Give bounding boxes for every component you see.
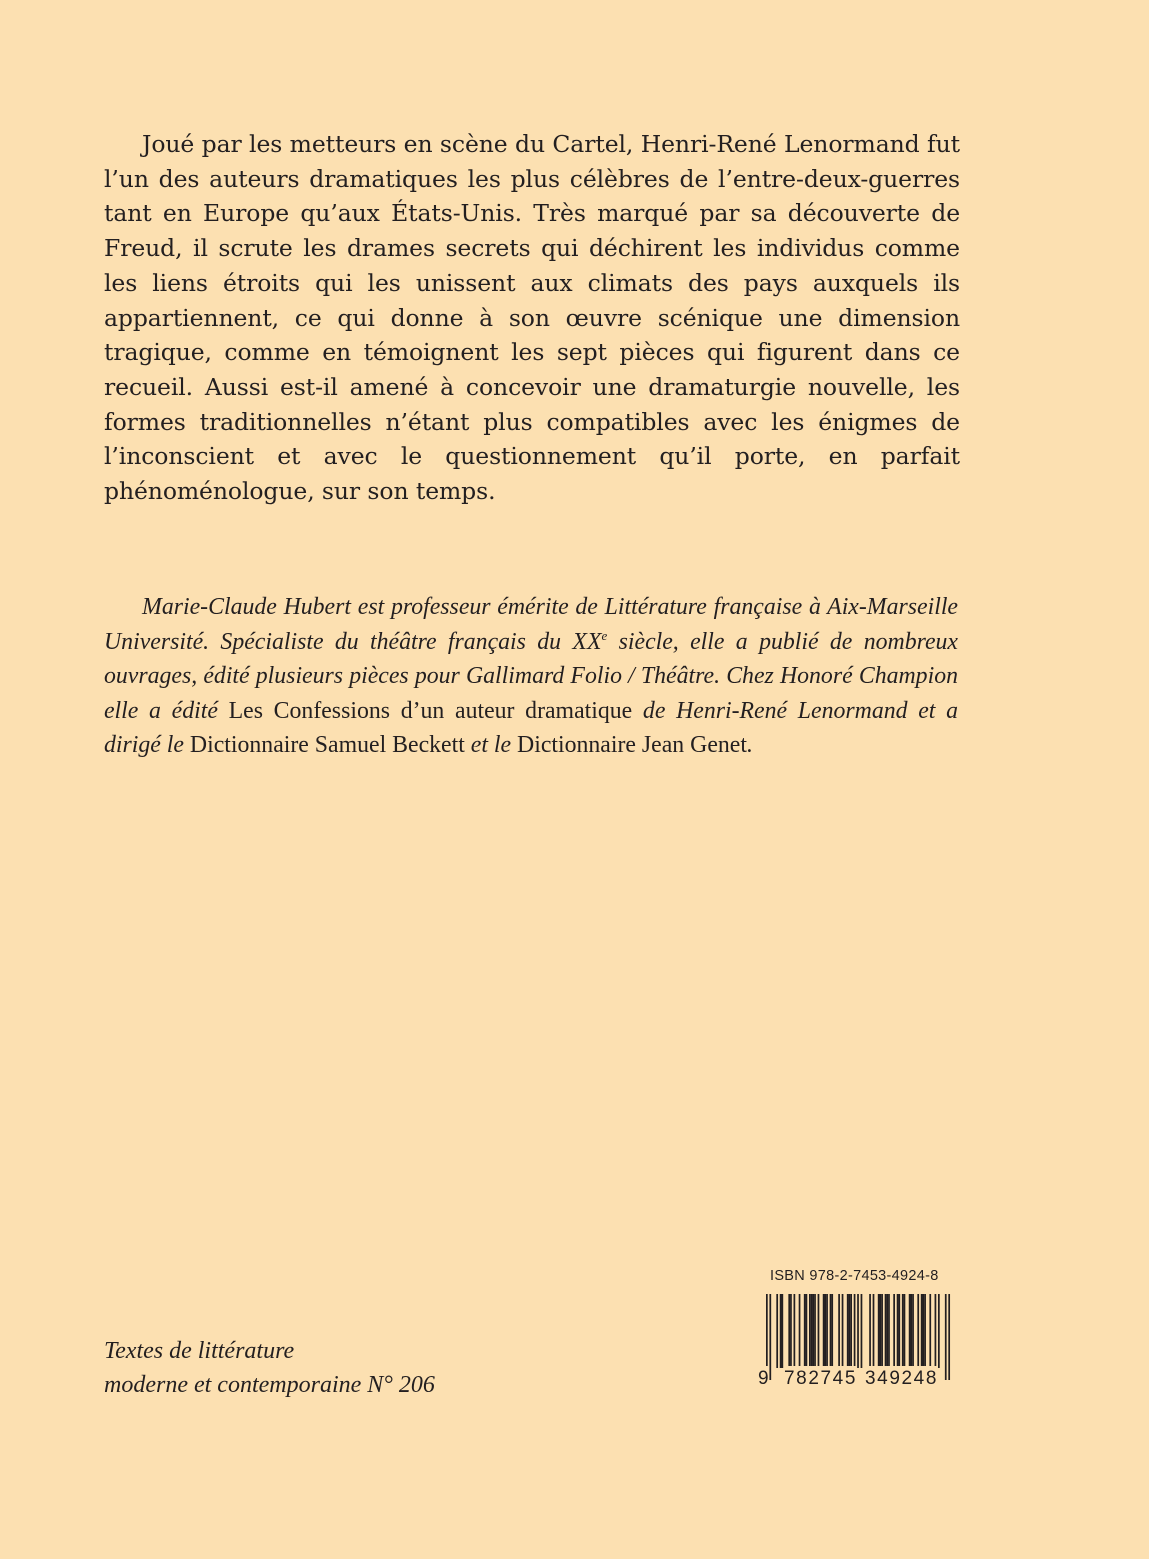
bio-text-2: siècle, elle a publié de nombreux ouvrages, édité plusieurs pièces pour Gallimard Folio / Théâtre. Chez Honoré Champion elle a édité: [104, 628, 958, 724]
barcode-bar: [781, 1294, 783, 1368]
author-bio-paragraph: [104, 590, 958, 763]
barcode-bar: [921, 1294, 923, 1368]
barcode-bar: [880, 1294, 882, 1368]
barcode-bar: [788, 1294, 790, 1368]
bio-title-beckett: Dictionnaire Samuel Beckett: [189, 732, 465, 759]
barcode-bar: [938, 1294, 940, 1368]
barcode-bar: [885, 1294, 887, 1368]
barcode-digits-right: 349248: [865, 1366, 938, 1392]
barcode-bar: [935, 1294, 937, 1368]
barcode-bar: [881, 1294, 883, 1368]
bio-title-genet: Dictionnaire Jean Genet: [517, 732, 747, 759]
barcode-bar: [854, 1294, 856, 1368]
barcode-bar: [861, 1294, 863, 1368]
barcode-bar: [929, 1294, 931, 1368]
barcode-bar: [769, 1294, 771, 1380]
isbn-label: ISBN 978-2-7453-4924-8: [770, 1268, 939, 1284]
barcode-bar: [794, 1294, 796, 1368]
barcode-bar: [818, 1294, 820, 1368]
barcode-bar: [923, 1294, 925, 1368]
barcode-bar: [948, 1294, 950, 1380]
barcode-bar: [898, 1294, 900, 1368]
bio-text-1: Marie-Claude Hubert est professeur émérite de Littérature française à Aix-Marseille Université. Spécialiste du théâtre français du: [104, 594, 958, 655]
bio-century-sup: e: [601, 627, 608, 643]
barcode-bar: [909, 1294, 911, 1368]
bio-text-3: de Henri-René Lenormand et a dirigé le: [104, 697, 958, 759]
barcode-bar: [873, 1294, 875, 1368]
isbn-barcode: [758, 1268, 952, 1396]
barcode-bar: [780, 1294, 782, 1368]
barcode-bar: [878, 1294, 880, 1368]
barcode-bar: [893, 1294, 895, 1368]
barcode-bar: [804, 1294, 806, 1368]
barcode-bar: [910, 1294, 912, 1368]
barcode-bar: [830, 1294, 832, 1368]
synopsis-paragraph: Joué par les metteurs en scène du Cartel, Henri-René Lenormand fut l’un des auteurs dramatiques les plus célèbres de l’entre-deux-guerres tant en Europe qu’aux États-Unis. Très marqué par sa découverte de Freud, il scrute les drames secrets qui déchirent les individus comme les liens étroits qui les unissent aux climats des pays auxquels ils appartiennent, ce qui donne à son œuvre scénique une dimension tragique, comme en témoignent les sept pièces qui figurent dans ce recueil. Aussi est-il amené à concevoir une dramaturgie nouvelle, les formes traditionnelles n’étant plus compatibles avec les énigmes de l’inconscient et avec le questionnement qu’il porte, en parfait phénoménologue, sur son temps.: [104, 130, 960, 506]
barcode-bar: [904, 1294, 906, 1368]
barcode-bar: [799, 1294, 801, 1368]
barcode-bar: [806, 1294, 808, 1368]
barcode-bar: [814, 1294, 816, 1368]
barcode-bar: [857, 1294, 859, 1368]
barcode-bar: [886, 1294, 888, 1368]
barcode-lead-digit: 9: [758, 1366, 769, 1392]
barcode-bar: [869, 1294, 871, 1368]
barcode-bar: [824, 1294, 826, 1368]
series-line-2: moderne et contemporaine N° 206: [104, 1372, 435, 1398]
barcode-bar: [842, 1294, 844, 1368]
barcode-bar: [912, 1294, 914, 1368]
barcode-bar: [823, 1294, 825, 1368]
barcode-digits-left: 782745: [784, 1366, 857, 1392]
series-info: [104, 1334, 435, 1402]
bio-title-confessions: Les Confessions d’un auteur dramatique: [228, 697, 633, 724]
series-line-1: Textes de littérature: [104, 1338, 295, 1364]
barcode-bar: [838, 1294, 840, 1368]
bio-text-4: et le: [464, 732, 518, 759]
barcode-bar: [831, 1294, 833, 1368]
barcode-bar: [945, 1294, 947, 1380]
barcode-bar: [826, 1294, 828, 1368]
bio-century: XX: [572, 628, 602, 655]
barcode-bar: [811, 1294, 813, 1368]
bio-text-5: .: [746, 732, 753, 759]
barcode-bar: [897, 1294, 899, 1368]
barcode-bar: [790, 1294, 792, 1368]
barcode-bar: [809, 1294, 811, 1368]
barcode-bar: [924, 1294, 926, 1368]
barcode-bar: [776, 1294, 778, 1368]
barcode-bar: [902, 1294, 904, 1368]
barcode-bar: [812, 1294, 814, 1368]
barcode-bar: [888, 1294, 890, 1368]
barcode-bar: [917, 1294, 919, 1368]
